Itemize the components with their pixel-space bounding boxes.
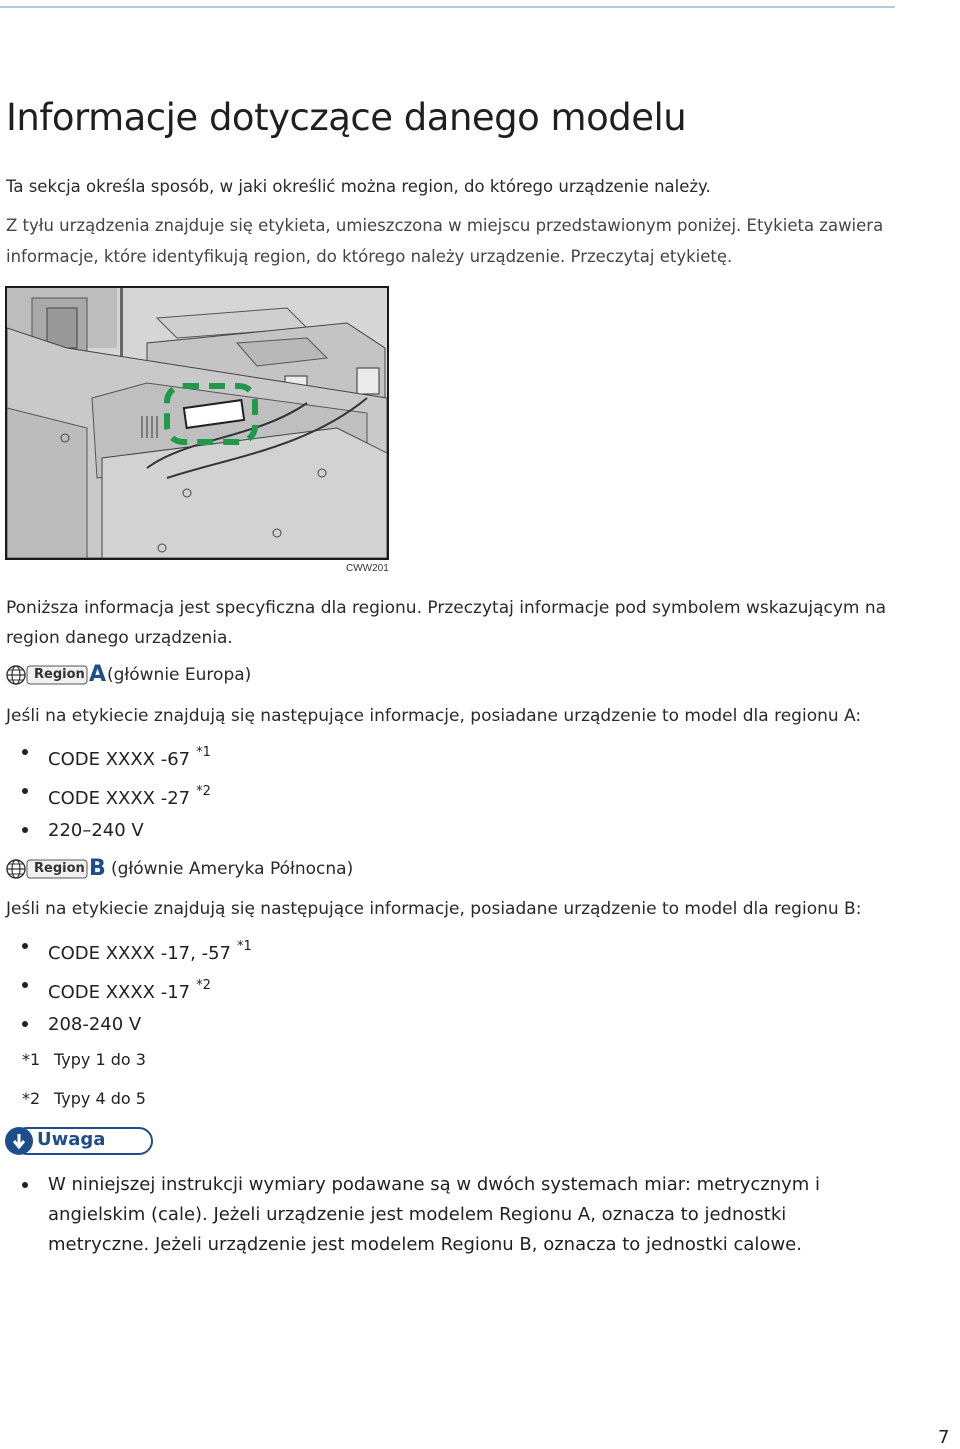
region-b-area: (głównie Ameryka Północna) (111, 859, 354, 879)
note-list (22, 1170, 892, 1260)
region-a-heading (5, 664, 251, 686)
region-intro: Poniższa informacja jest specyficzna dla regionu. Przeczytaj informacje pod symbolem wskazującym na region danego urządzenia. (6, 598, 887, 648)
arrow-down-icon (5, 1127, 33, 1155)
intro-line-1: Ta sekcja określa sposób, w jaki określić można region, do którego urządzenie należy. (6, 177, 711, 196)
region-a-list (22, 733, 211, 850)
region-a-badge-letter: A (89, 662, 107, 687)
region-b-list (22, 927, 252, 1044)
region-a-badge-word: Region (34, 667, 85, 682)
note-heading (5, 1127, 151, 1155)
list-item: 220–240 V (22, 811, 211, 850)
figure-code: CWW201 (346, 563, 389, 574)
device-rear-illustration (5, 286, 389, 560)
list-item: W niniejszej instrukcji wymiary podawane są w dwóch systemach miar: metrycznym i angielskim (cale). Jeżeli urządzenie jest modelem Regionu A, oznacza to jednostki metryczne. Jeżeli urządzenie jest modelem Regionu B, oznacza to jednostki calowe. (22, 1170, 892, 1260)
region-a-desc: Jeśli na etykiecie znajdują się następujące informacje, posiadane urządzenie to model dla regionu A: (6, 706, 862, 726)
intro-line-2: Z tyłu urządzenia znajduje się etykieta, umieszczona w miejscu przedstawionym poniżej. Etykieta zawiera informacje, które identyfikują region, do którego należy urządzenie. Przeczytaj etykietę. (6, 216, 884, 266)
list-item: CODE XXXX -17, -57 $^{*1}$ (22, 927, 252, 966)
list-item: CODE XXXX -27 $^{*2}$ (22, 772, 211, 811)
list-item: CODE XXXX -67 $^{*1}$ (22, 733, 211, 772)
list-item: 208-240 V (22, 1005, 252, 1044)
footnote-2: *2 Typy 4 do 5 (22, 1089, 146, 1108)
list-item: CODE XXXX -17 $^{*2}$ (22, 966, 252, 1005)
region-b-badge-letter: B (89, 856, 106, 881)
printer-rear-drawing (7, 288, 387, 558)
region-b-heading (5, 858, 353, 880)
page-title: Informacje dotyczące danego modelu (6, 96, 687, 139)
page-number: 7 (938, 1427, 950, 1448)
region-b-desc: Jeśli na etykiecie znajdują się następujące informacje, posiadane urządzenie to model dla regionu B: (6, 899, 862, 919)
note-heading-label: Uwaga (37, 1129, 106, 1150)
region-a-area: (głównie Europa) (107, 665, 252, 685)
footnote-1: *1 Typy 1 do 3 (22, 1050, 146, 1069)
top-rule (0, 6, 895, 8)
region-b-badge-word: Region (34, 861, 85, 876)
